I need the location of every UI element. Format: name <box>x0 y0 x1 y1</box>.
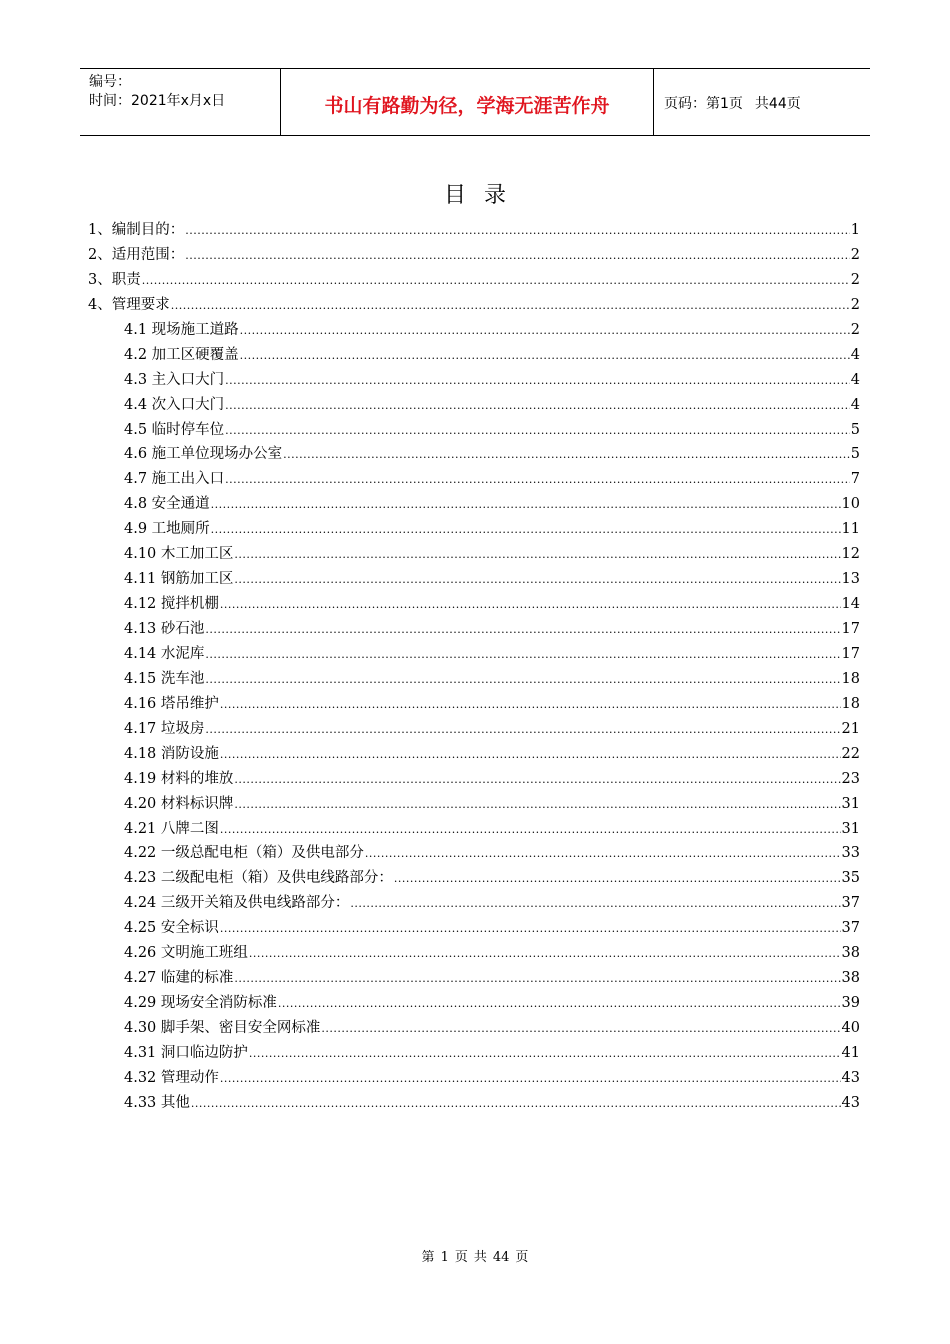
toc-entry-page: 4 <box>850 396 860 413</box>
toc-entry[interactable] <box>88 692 860 717</box>
toc-entry-label: 4.17 垃圾房 <box>124 720 205 737</box>
toc-entry[interactable] <box>88 941 860 966</box>
toc-entry-page: 12 <box>841 546 860 563</box>
toc-entry-page: 5 <box>850 421 860 438</box>
toc-entry-page: 43 <box>841 1094 860 1111</box>
header-page-cell <box>654 69 870 135</box>
header-page-current: 页码：第1页 <box>664 96 743 112</box>
toc-entry[interactable] <box>88 343 860 368</box>
document-time-label: 时间：2021年x月x日 <box>89 93 226 109</box>
page-footer <box>0 1246 950 1265</box>
header-page-total: 共44页 <box>754 96 801 112</box>
toc-leader-dots <box>283 443 850 468</box>
toc-entry[interactable] <box>88 966 860 991</box>
toc-entry-page: 43 <box>841 1069 860 1086</box>
toc-leader-dots <box>234 793 840 818</box>
toc-entry[interactable] <box>88 492 860 517</box>
toc-entry-page: 4 <box>850 346 860 363</box>
toc-entry[interactable] <box>88 841 860 866</box>
toc-entry[interactable] <box>88 467 860 492</box>
toc-leader-dots <box>234 768 840 793</box>
toc-leader-dots <box>220 693 841 718</box>
toc-entry[interactable] <box>88 617 860 642</box>
toc-entry[interactable] <box>88 991 860 1016</box>
toc-entry-page: 17 <box>841 621 860 637</box>
toc-entry[interactable] <box>88 792 860 817</box>
toc-entry-label: 4.30 脚手架、密目安全网标准 <box>124 1020 321 1036</box>
toc-entry-label: 4.19 材料的堆放 <box>124 770 234 787</box>
toc-entry-page: 10 <box>841 496 860 513</box>
toc-entry-page: 14 <box>841 596 860 613</box>
toc-leader-dots <box>225 394 850 419</box>
toc-entry[interactable] <box>88 1041 860 1066</box>
toc-leader-dots <box>321 1017 840 1042</box>
toc-leader-dots <box>234 568 840 593</box>
toc-entry-page: 38 <box>841 970 860 987</box>
toc-entry-label: 4.5 临时停车位 <box>124 421 225 438</box>
toc-entry-page: 31 <box>841 795 860 812</box>
toc-entry[interactable] <box>88 393 860 418</box>
toc-leader-dots <box>225 419 850 444</box>
header-meta-cell <box>80 69 281 135</box>
toc-leader-dots <box>171 294 850 319</box>
toc-entry[interactable] <box>88 218 860 243</box>
toc-entry[interactable] <box>88 891 860 916</box>
toc-leader-dots <box>220 1067 841 1092</box>
toc-entry-label: 4.14 水泥库 <box>124 645 205 662</box>
toc-leader-dots <box>220 743 841 768</box>
toc-entry-label: 4.8 安全通道 <box>124 496 210 513</box>
toc-entry-label: 1、编制目的： <box>88 222 185 238</box>
toc-leader-dots <box>205 643 840 668</box>
toc-entry-label: 4.20 材料标识牌 <box>124 795 234 812</box>
toc-entry[interactable] <box>88 293 860 318</box>
toc-entry[interactable] <box>88 442 860 467</box>
toc-leader-dots <box>225 468 850 493</box>
toc-entry-page: 37 <box>841 895 860 912</box>
document-header <box>80 68 870 136</box>
toc-entry[interactable] <box>88 817 860 842</box>
toc-leader-dots <box>249 942 841 967</box>
toc-leader-dots <box>211 518 841 543</box>
toc-leader-dots <box>211 493 841 518</box>
document-number-label: 编号： <box>89 74 131 90</box>
footer-total-prefix: 共 <box>473 1250 487 1265</box>
header-motto-cell <box>281 69 654 135</box>
toc-entry-label: 4.16 塔吊维护 <box>124 695 219 712</box>
toc-entry-label: 4.4 次入口大门 <box>124 396 225 413</box>
toc-entry-label: 4.25 安全标识 <box>124 920 219 937</box>
toc-entry[interactable] <box>88 742 860 767</box>
toc-entry-page: 37 <box>841 920 860 937</box>
toc-entry-label: 4.21 八牌二图 <box>124 820 219 837</box>
toc-entry-page: 18 <box>841 670 860 687</box>
toc-entry-label: 4.23 二级配电柜（箱）及供电线路部分： <box>124 870 393 887</box>
toc-entry-page: 2 <box>850 246 860 263</box>
toc-leader-dots <box>220 818 841 843</box>
toc-entry[interactable] <box>88 592 860 617</box>
toc-entry-page: 13 <box>841 571 860 588</box>
footer-total-pages: 44 <box>492 1250 510 1265</box>
toc-entry-label: 4.7 施工出入口 <box>124 471 225 488</box>
toc-leader-dots <box>234 543 840 568</box>
toc-entry-label: 4.33 其他 <box>124 1094 190 1111</box>
toc-entry-page: 39 <box>841 995 860 1012</box>
toc-entry-label: 4.11 钢筋加工区 <box>124 571 234 588</box>
toc-entry[interactable] <box>88 268 860 293</box>
toc-leader-dots <box>350 892 840 917</box>
toc-entry[interactable] <box>88 517 860 542</box>
toc-entry-page: 4 <box>850 371 860 388</box>
toc-entry[interactable] <box>88 866 860 891</box>
toc-entry-label: 4.18 消防设施 <box>124 745 219 762</box>
toc-entry-label: 4.29 现场安全消防标准 <box>124 995 277 1012</box>
toc-leader-dots <box>278 992 841 1017</box>
toc-leader-dots <box>240 344 850 369</box>
toc-entry-page: 21 <box>841 720 860 737</box>
toc-entry-page: 7 <box>850 471 860 488</box>
toc-entry-label: 4.6 施工单位现场办公室 <box>124 446 283 463</box>
toc-entry-label: 4.24 三级开关箱及供电线路部分： <box>124 895 350 912</box>
toc-entry-label: 3、职责 <box>88 271 141 288</box>
toc-entry-label: 4.2 加工区硬覆盖 <box>124 346 239 363</box>
toc-entry[interactable] <box>88 717 860 742</box>
toc-entry-label: 4.10 木工加工区 <box>124 546 234 563</box>
toc-leader-dots <box>234 967 840 992</box>
footer-page-word: 页 <box>454 1250 468 1265</box>
footer-current-page: 1 <box>440 1250 449 1265</box>
toc-entry-label: 4.12 搅拌机棚 <box>124 596 219 613</box>
toc-leader-dots <box>394 867 841 892</box>
toc-entry-page: 22 <box>841 745 860 762</box>
toc-entry-page: 18 <box>841 695 860 712</box>
toc-entry-label: 2、适用范围： <box>88 246 185 263</box>
toc-entry-label: 4、管理要求 <box>88 296 170 313</box>
toc-entry[interactable] <box>88 767 860 792</box>
toc-entry[interactable] <box>88 368 860 393</box>
toc-entry-page: 2 <box>850 271 860 288</box>
toc-leader-dots <box>249 1042 841 1067</box>
footer-total-suffix: 页 <box>515 1250 529 1265</box>
toc-entry-page: 41 <box>841 1044 860 1061</box>
toc-entry-page: 1 <box>850 222 860 238</box>
toc-leader-dots <box>205 718 840 743</box>
toc-entry-page: 17 <box>841 645 860 662</box>
toc-entry-page: 40 <box>841 1020 860 1036</box>
toc-entry[interactable] <box>88 1016 860 1041</box>
toc-entry-label: 4.26 文明施工班组 <box>124 945 248 962</box>
toc-leader-dots <box>185 244 850 269</box>
toc-entry-page: 5 <box>850 446 860 463</box>
toc-entry[interactable] <box>88 418 860 443</box>
toc-entry-label: 4.32 管理动作 <box>124 1069 219 1086</box>
toc-entry-page: 2 <box>850 296 860 313</box>
toc-entry-label: 4.9 工地厕所 <box>124 521 210 538</box>
toc-entry[interactable] <box>88 318 860 343</box>
toc-leader-dots <box>185 219 850 244</box>
toc-entry-page: 11 <box>841 521 860 538</box>
toc-entry[interactable] <box>88 916 860 941</box>
header-motto: 书山有路勤为径，学海无涯苦作舟 <box>324 94 610 117</box>
toc-entry-page: 35 <box>841 870 860 887</box>
toc-entry-label: 4.31 洞口临边防护 <box>124 1044 248 1061</box>
toc-leader-dots <box>220 593 841 618</box>
toc-entry-label: 4.27 临建的标准 <box>124 970 234 987</box>
toc-entry-label: 4.22 一级总配电柜（箱）及供电部分 <box>124 845 364 862</box>
toc-entry[interactable] <box>88 542 860 567</box>
toc-entry-label: 4.15 洗车池 <box>124 670 205 687</box>
toc-entry[interactable] <box>88 667 860 692</box>
toc-leader-dots <box>205 618 840 643</box>
toc-leader-dots <box>142 269 850 294</box>
toc-leader-dots <box>225 369 850 394</box>
table-of-contents <box>88 218 860 1116</box>
toc-entry-page: 2 <box>850 321 860 338</box>
toc-leader-dots <box>205 668 840 693</box>
toc-entry[interactable] <box>88 243 860 268</box>
toc-entry[interactable] <box>88 567 860 592</box>
toc-entry-label: 4.13 砂石池 <box>124 621 205 637</box>
toc-leader-dots <box>191 1092 841 1117</box>
toc-title: 目录 <box>443 183 524 208</box>
toc-entry-page: 38 <box>841 945 860 962</box>
toc-entry[interactable] <box>88 1066 860 1091</box>
toc-leader-dots <box>240 319 850 344</box>
toc-entry-page: 23 <box>841 770 860 787</box>
toc-entry[interactable] <box>88 642 860 667</box>
toc-leader-dots <box>220 917 841 942</box>
footer-prefix: 第 <box>421 1250 435 1265</box>
toc-leader-dots <box>365 842 841 867</box>
toc-entry-page: 33 <box>841 845 860 862</box>
toc-entry[interactable] <box>88 1091 860 1116</box>
toc-entry-label: 4.3 主入口大门 <box>124 371 225 388</box>
toc-entry-page: 31 <box>841 820 860 837</box>
toc-entry-label: 4.1 现场施工道路 <box>124 321 239 338</box>
